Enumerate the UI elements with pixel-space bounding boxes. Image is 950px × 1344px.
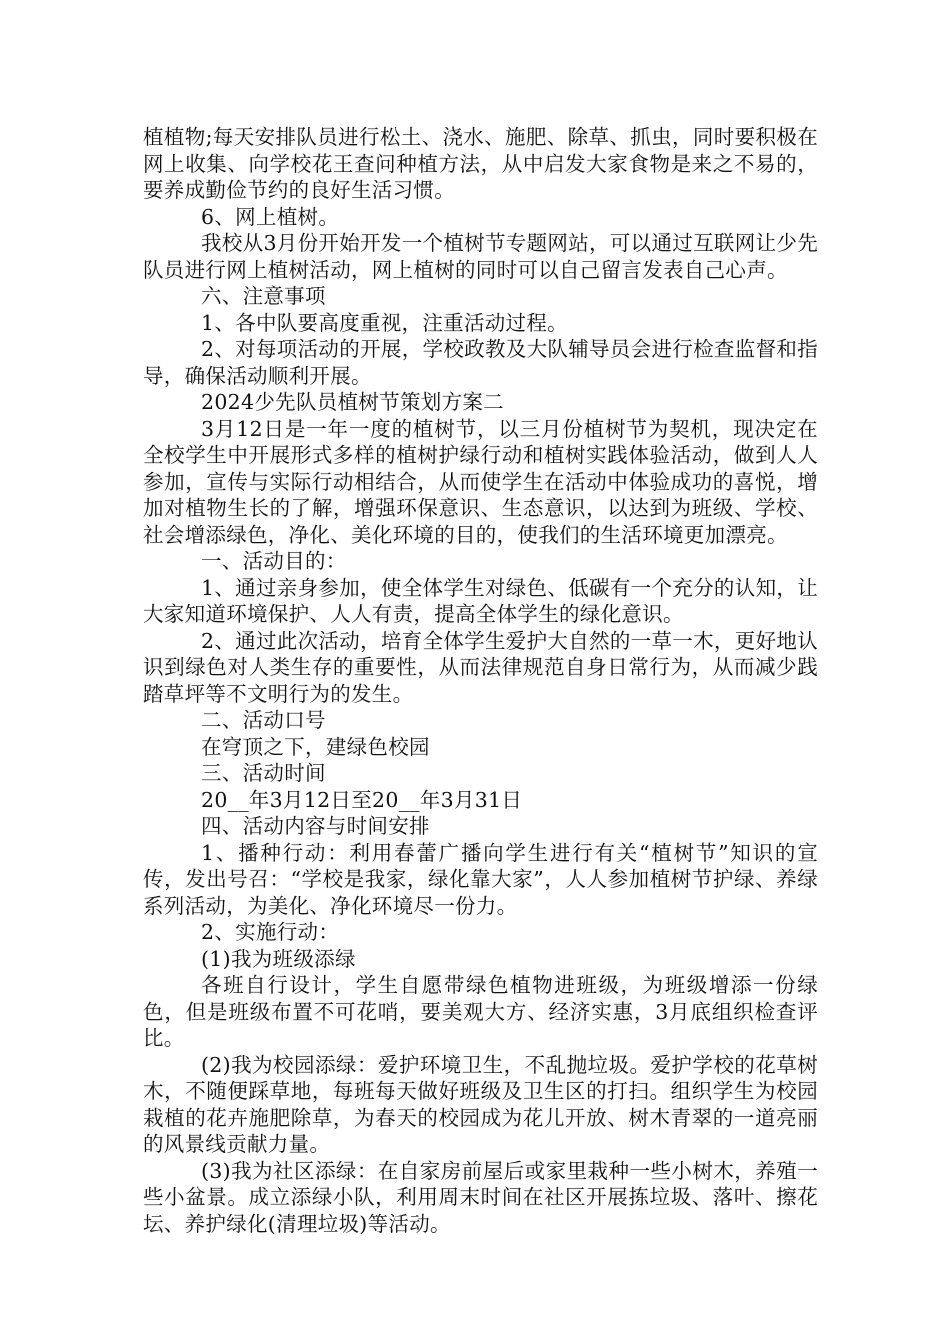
paragraph: 20__年3月12日至20__年3月31日	[201, 787, 523, 812]
paragraph: 在穹顶之下，建绿色校园	[201, 734, 430, 759]
paragraph: 2、实施行动：	[201, 920, 340, 944]
paragraph: 6、网上植树。	[201, 204, 340, 229]
paragraph: 1、各中队要高度重视，注重活动过程。	[201, 310, 568, 335]
section-heading: 四、活动内容与时间安排	[201, 814, 430, 838]
paragraph: (1)我为班级添绿	[201, 946, 356, 971]
paragraph: 1、通过亲身参加，使全体学生对绿色、低碳有一个充分的认知，让大家知道环境保护、人人有责，提高全体学生的绿化意识。	[143, 575, 818, 626]
document-body	[143, 124, 818, 1237]
paragraph: (3)我为社区添绿：在自家房前屋后或家里栽种一些小树木，养殖一些小盆景。成立添绿小队，利用周末时间在社区开展拣垃圾、落叶、擦花坛、养护绿化(清理垃圾)等活动。	[143, 1158, 818, 1236]
paragraph: (2)我为校园添绿：爱护环境卫生，不乱抛垃圾。爱护学校的花草树木，不随便踩草地，每班每天做好班级及卫生区的打扫。组织学生为校园栽植的花卉施肥除草，为春天的校园成为花儿开放、树木青翠的一道亮丽的风景线贡献力量。	[143, 1052, 818, 1156]
paragraph: 3月12日是一年一度的植树节，以三月份植树节为契机，现决定在全校学生中开展形式多样的植树护绿行动和植树实践体验活动，做到人人参加，宣传与实际行动相结合，从而使学生在活动中体验成功的喜悦，增加对植物生长的了解，增强环保意识、生态意识，以达到为班级、学校、社会增添绿色，净化、美化环境的目的，使我们的生活环境更加漂亮。	[143, 416, 818, 547]
paragraph: 2、对每项活动的开展，学校政教及大队辅导员会进行检查监督和指导，确保活动顺利开展。	[143, 337, 818, 388]
paragraph: 1、播种行动：利用春蕾广播向学生进行有关“植树节”知识的宣传，发出号召：“学校是我家，绿化靠大家”，人人参加植树节护绿、养绿系列活动，为美化、净化环境尽一份力。	[143, 840, 818, 918]
paragraph: 植植物;每天安排队员进行松土、浇水、施肥、除草、抓虫，同时要积极在网上收集、向学校花王查问种植方法，从中启发大家食物是来之不易的，要养成勤俭节约的良好生活习惯。	[143, 125, 818, 202]
section-heading: 一、活动目的：	[201, 549, 347, 573]
paragraph: 我校从3月份开始开发一个植树节专题网站，可以通过互联网让少先队员进行网上植树活动，网上植树的同时可以自己留言发表自己心声。	[143, 231, 818, 282]
paragraph: 各班自行设计，学生自愿带绿色植物进班级，为班级增添一份绿色，但是班级布置不可花哨，要美观大方、经济实惠，3月底组织检查评比。	[143, 973, 818, 1050]
section-heading: 三、活动时间	[201, 761, 326, 785]
section-heading: 六、注意事项	[201, 284, 326, 308]
document-subtitle: 2024少先队员植树节策划方案二	[201, 390, 504, 414]
section-heading: 二、活动口号	[201, 708, 326, 732]
paragraph: 2、通过此次活动，培育全体学生爱护大自然的一草一木，更好地认识到绿色对人类生存的重要性，从而法律规范自身日常行为，从而减少践踏草坪等不文明行为的发生。	[143, 628, 818, 706]
